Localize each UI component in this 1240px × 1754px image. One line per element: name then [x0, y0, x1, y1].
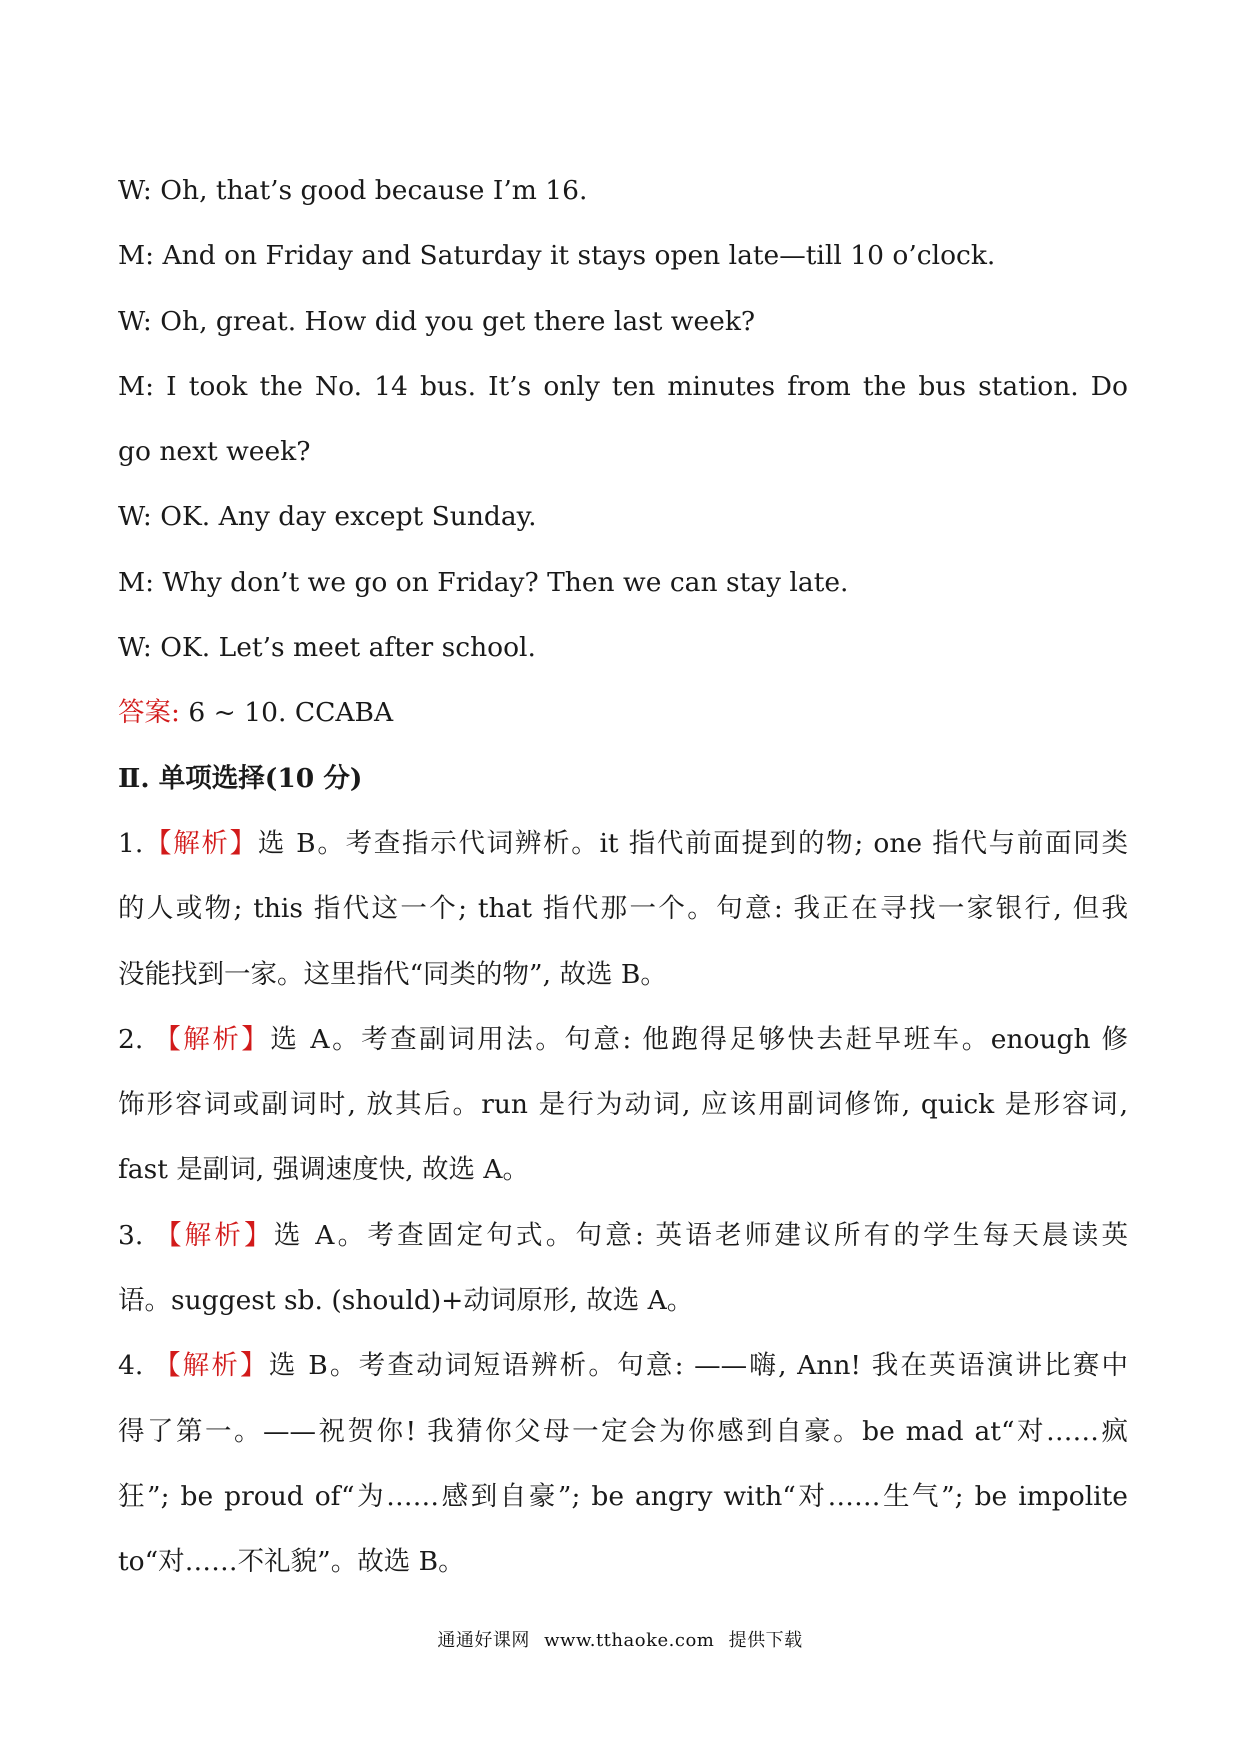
explanation-text: 选 A。考查固定句式。句意: 英语老师建议所有的学生每天晨读英	[273, 1219, 1128, 1251]
explanation-4-line-3: 狂”; be proud of“为……感到自豪”; be angry with“对……生气”; be impolite	[118, 1480, 1128, 1512]
explanation-1-line-3: 没能找到一家。这里指代“同类的物”, 故选 B。	[118, 958, 667, 990]
explanation-1-line-1	[118, 811, 1128, 876]
dialogue-line: M: Why don’t we go on Friday? Then we can stay late.	[118, 566, 849, 598]
explanation-3-line-1	[118, 1203, 1128, 1268]
dialogue-line: W: OK. Let’s meet after school.	[118, 632, 536, 664]
explanation-4-line-1	[118, 1333, 1128, 1398]
page-footer	[0, 1626, 1240, 1652]
explanation-text: 选 B。考查动词短语辨析。句意: ——嗨, Ann! 我在英语演讲比赛中	[268, 1350, 1128, 1382]
explanation-4-line-4: to“对……不礼貌”。故选 B。	[118, 1546, 465, 1578]
explanation-tag: 【解析】	[143, 827, 258, 859]
explanation-number: 4.	[118, 1350, 144, 1382]
explanation-2-line-1	[118, 1007, 1128, 1072]
section-title: Ⅱ. 单项选择(10 分)	[118, 762, 363, 794]
footer-note: 提供下载	[728, 1630, 803, 1651]
answer-line	[118, 680, 1128, 745]
page-content	[118, 158, 1128, 1595]
footer-site-name: 通通好课网	[437, 1630, 530, 1651]
dialogue-line: W: Oh, that’s good because I’m 16.	[118, 175, 588, 206]
explanation-number: 3.	[118, 1219, 144, 1251]
answer-label: 答案:	[118, 697, 180, 729]
dialogue-line: M: And on Friday and Saturday it stays open late—till 10 o’clock.	[118, 240, 996, 272]
dialogue-line: W: OK. Any day except Sunday.	[118, 501, 537, 533]
explanation-number: 1.	[118, 827, 144, 859]
explanation-3-line-2: 语。suggest sb. (should)+动词原形, 故选 A。	[118, 1285, 694, 1317]
explanation-number: 2.	[118, 1023, 144, 1055]
explanation-text: 选 A。考查副词用法。句意: 他跑得足够快去赶早班车。enough 修	[270, 1023, 1128, 1055]
explanation-tag: 【解析】	[154, 1219, 274, 1251]
explanation-2-line-3: fast 是副词, 强调速度快, 故选 A。	[118, 1154, 530, 1186]
dialogue-line: M: I took the No. 14 bus. It’s only ten minutes from the bus station. Do	[118, 370, 1128, 402]
answer-text: 6 ~ 10. CCABA	[179, 697, 394, 729]
footer-url[interactable]: www.tthaoke.com	[544, 1630, 715, 1651]
explanation-tag: 【解析】	[153, 1350, 269, 1382]
explanation-text: 选 B。考查指示代词辨析。it 指代前面提到的物; one 指代与前面同类	[257, 827, 1128, 859]
explanation-2-line-2: 饰形容词或副词时, 放其后。run 是行为动词, 应该用副词修饰, quick 是形容词,	[118, 1089, 1128, 1121]
explanation-tag: 【解析】	[154, 1023, 271, 1055]
explanation-4-line-2: 得了第一。——祝贺你! 我猜你父母一定会为你感到自豪。be mad at“对……疯	[118, 1415, 1128, 1447]
dialogue-line: W: Oh, great. How did you get there last week?	[118, 305, 756, 337]
explanation-1-line-2: 的人或物; this 指代这一个; that 指代那一个。句意: 我正在寻找一家银行, 但我	[118, 893, 1128, 925]
dialogue-line: go next week?	[118, 436, 311, 468]
